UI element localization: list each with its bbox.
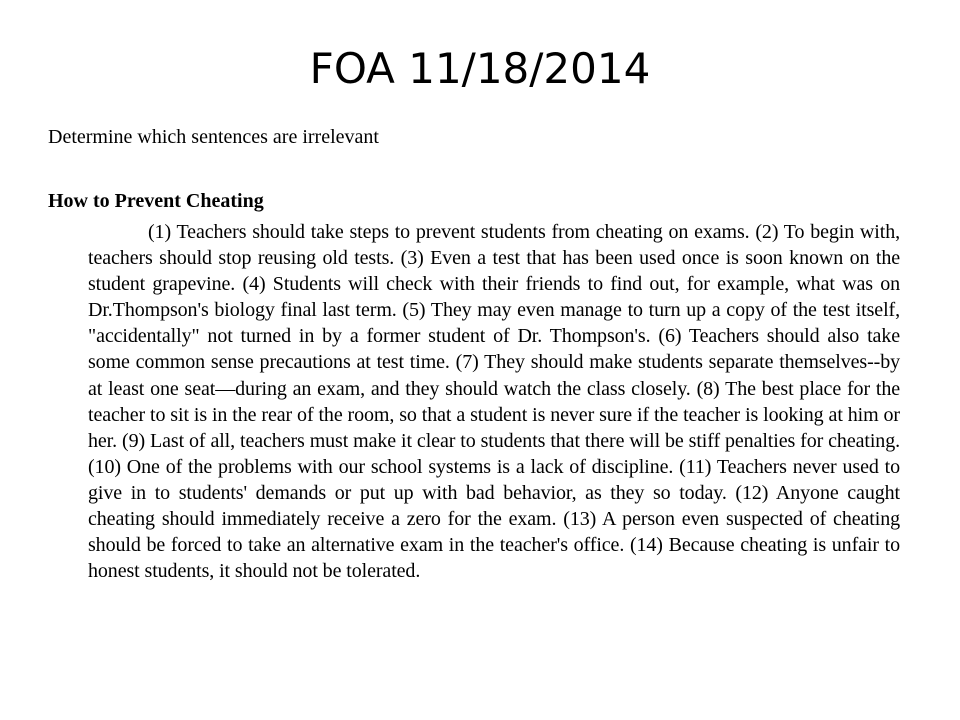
instruction-text: Determine which sentences are irrelevant bbox=[48, 126, 379, 148]
passage-body: (1) Teachers should take steps to prevent students from cheating on exams. (2) To begin with, teachers should stop reusing old tests. (3) Even a test that has been used once is soon known on the student grapevine. (4) Students will check with their friends to find out, for example, what was on Dr.Thompson's biology final last term. (5) They may even manage to turn up a copy of the test itself, "accidentally" not turned in by a former student of Dr. Thompson's. (6) Teachers should also take some common sense precautions at test time. (7) They should make students separate themselves--by at least one seat—during an exam, and they should watch the class closely. (8) The best place for the teacher to sit is in the rear of the room, so that a student is never sure if the teacher is looking at him or her. (9) Last of all, teachers must make it clear to students that there will be stiff penalties for cheating. (10) One of the problems with our school systems is a lack of discipline. (11) Teachers never used to give in to students' demands or put up with bad behavior, as they so today. (12) Anyone caught cheating should immediately receive a zero for the exam. (13) A person even suspected of cheating should be forced to take an alternative exam in the teacher's office. (14) Because cheating is unfair to honest students, it should not be tolerated. bbox=[88, 221, 900, 583]
slide-title: FOA 11/18/2014 bbox=[309, 44, 651, 93]
passage-heading: How to Prevent Cheating bbox=[48, 190, 264, 212]
